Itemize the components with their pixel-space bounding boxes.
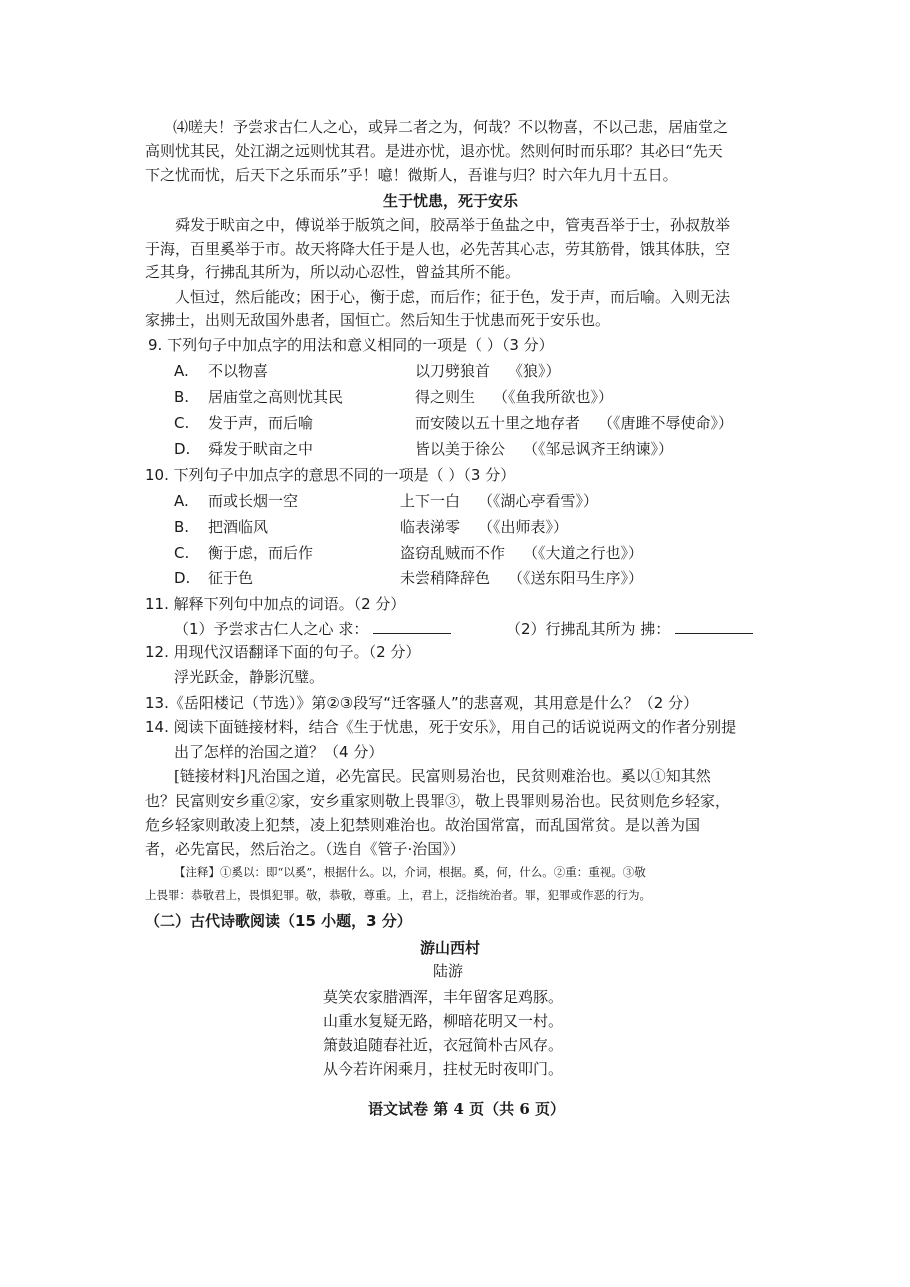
q10-option-b-compare: 临表涕零 （《出师表》） <box>400 518 569 536</box>
q9-option-d-compare: 皆以美于徐公 （《邹忌讽齐王纳谏》） <box>415 440 674 458</box>
poem-line-2: 山重水复疑无路，柳暗花明又一村。 <box>323 1012 564 1030</box>
passage2-line-3: 乏其身，行拂乱其所为，所以动心忍性，曾益其所不能。 <box>145 263 521 281</box>
q11-stem: 11. 解释下列句中加点的词语。（2 分） <box>145 595 406 613</box>
poem-author: 陆游 <box>433 962 464 980</box>
q13-stem: 13.《岳阳楼记（节选）》第②③段写“迁客骚人”的悲喜观，其用意是什么？（2 分） <box>145 694 699 712</box>
poem-line-1: 莫笑农家腊酒浑，丰年留客足鸡豚。 <box>323 988 564 1006</box>
passage2-line-2: 于海，百里奚举于市。故天将降大任于是人也，必先苦其心志，劳其筋骨，饿其体肤，空 <box>145 240 731 258</box>
q12-stem: 12. 用现代汉语翻译下面的句子。（2 分） <box>145 643 421 661</box>
passage2-line-4: 人恒过，然后能改；困于心，衡于虑，而后作；征于色，发于声，而后喻。入则无法 <box>175 288 731 306</box>
q14-stem-line-2: 出了怎样的治国之道？（4 分） <box>174 743 384 761</box>
q11-answer-1-blank[interactable] <box>373 619 451 634</box>
q11-item-1: （1）予尝求古仁人之心 求： <box>174 616 451 642</box>
notes-line-2: 上畏罪：恭敬君上，畏惧犯罪。敬，恭敬，尊重。上，君上，泛指统治者。罪，犯罪或作恶的行为。 <box>145 888 651 902</box>
material-line-1: [链接材料]凡治国之道，必先富民。民富则易治也，民贫则难治也。奚以①知其然 <box>174 767 711 785</box>
q10-option-d[interactable]: D. 征于色 <box>174 569 254 587</box>
passage1-line-1: ⑷嗟夫！予尝求古仁人之心，或异二者之为，何哉？不以物喜，不以己悲，居庙堂之 <box>173 118 729 136</box>
q9-stem: 9. 下列句子中加点字的用法和意义相同的一项是（ ）（3 分） <box>148 336 554 354</box>
section2-heading: （二）古代诗歌阅读（15 小题，3 分） <box>145 912 412 930</box>
page-footer: 语文试卷 第 4 页（共 6 页） <box>368 1100 565 1118</box>
q11-answer-2-blank[interactable] <box>675 619 753 634</box>
q9-option-b[interactable]: B. 居庙堂之高则忧其民 <box>174 388 344 406</box>
material-line-4: 者，必先富民，然后治之。（选自《管子·治国》） <box>145 840 465 858</box>
q12-sentence: 浮光跃金，静影沉璧。 <box>174 668 325 686</box>
q9-option-c[interactable]: C. 发于声，而后喻 <box>174 414 314 432</box>
q10-option-b[interactable]: B. 把酒临风 <box>174 518 269 536</box>
q10-stem: 10. 下列句子中加点字的意思不同的一项是（ ）（3 分） <box>145 466 516 484</box>
q9-option-a[interactable]: A. 不以物喜 <box>174 362 269 380</box>
passage1-line-2: 高则忧其民，处江湖之远则忧其君。是进亦忧，退亦忧。然则何时而乐耶？其必曰“先天 <box>145 142 723 160</box>
poem-line-4: 从今若许闲乘月，拄杖无时夜叩门。 <box>323 1060 564 1078</box>
q9-option-b-compare: 得之则生 （《鱼我所欲也》） <box>415 388 614 406</box>
q11-item-2: （2）行拂乱其所为 拂： <box>506 616 753 642</box>
q14-stem-line-1: 14. 阅读下面链接材料，结合《生于忧患，死于安乐》，用自己的话说说两文的作者分别提 <box>145 718 737 736</box>
passage2-line-1: 舜发于畎亩之中，傅说举于版筑之间，胶鬲举于鱼盐之中，管夷吾举于士，孙叔敖举 <box>175 216 731 234</box>
material-line-2: 也？民富则安乡重②家，安乡重家则敬上畏罪③，敬上畏罪则易治也。民贫则危乡轻家， <box>145 792 731 810</box>
q9-option-c-compare: 而安陵以五十里之地存者 （《唐雎不辱使命》） <box>415 414 734 432</box>
poem-title: 游山西村 <box>420 939 481 957</box>
q10-option-d-compare: 未尝稍降辞色 （《送东阳马生序》） <box>400 569 644 587</box>
q9-option-a-compare: 以刀劈狼首 《狼》） <box>415 362 561 380</box>
q10-option-a[interactable]: A. 而或长烟一空 <box>174 492 299 510</box>
passage2-line-5: 家拂士，出则无敌国外患者，国恒亡。然后知生于忧患而死于安乐也。 <box>145 311 611 329</box>
notes-line-1: 【注释】①奚以：即“以奚”，根据什么。以，介词，根据。奚，何，什么。②重：重视。③敬 <box>174 865 646 879</box>
poem-line-3: 箫鼓追随春社近，衣冠简朴古风存。 <box>323 1036 564 1054</box>
q10-option-c-compare: 盗窃乱贼而不作 （《大道之行也》） <box>400 544 644 562</box>
passage2-title: 生于忧患，死于安乐 <box>383 192 519 210</box>
passage1-line-3: 下之忧而忧，后天下之乐而乐”乎！噫！微斯人，吾谁与归？时六年九月十五日。 <box>145 166 678 184</box>
q10-option-a-compare: 上下一白 （《湖心亭看雪》） <box>400 492 599 510</box>
q9-option-d[interactable]: D. 舜发于畎亩之中 <box>174 440 314 458</box>
material-line-3: 危乡轻家则敢凌上犯禁，凌上犯禁则难治也。故治国常富，而乱国常贫。是以善为国 <box>145 816 701 834</box>
q10-option-c[interactable]: C. 衡于虑，而后作 <box>174 544 314 562</box>
